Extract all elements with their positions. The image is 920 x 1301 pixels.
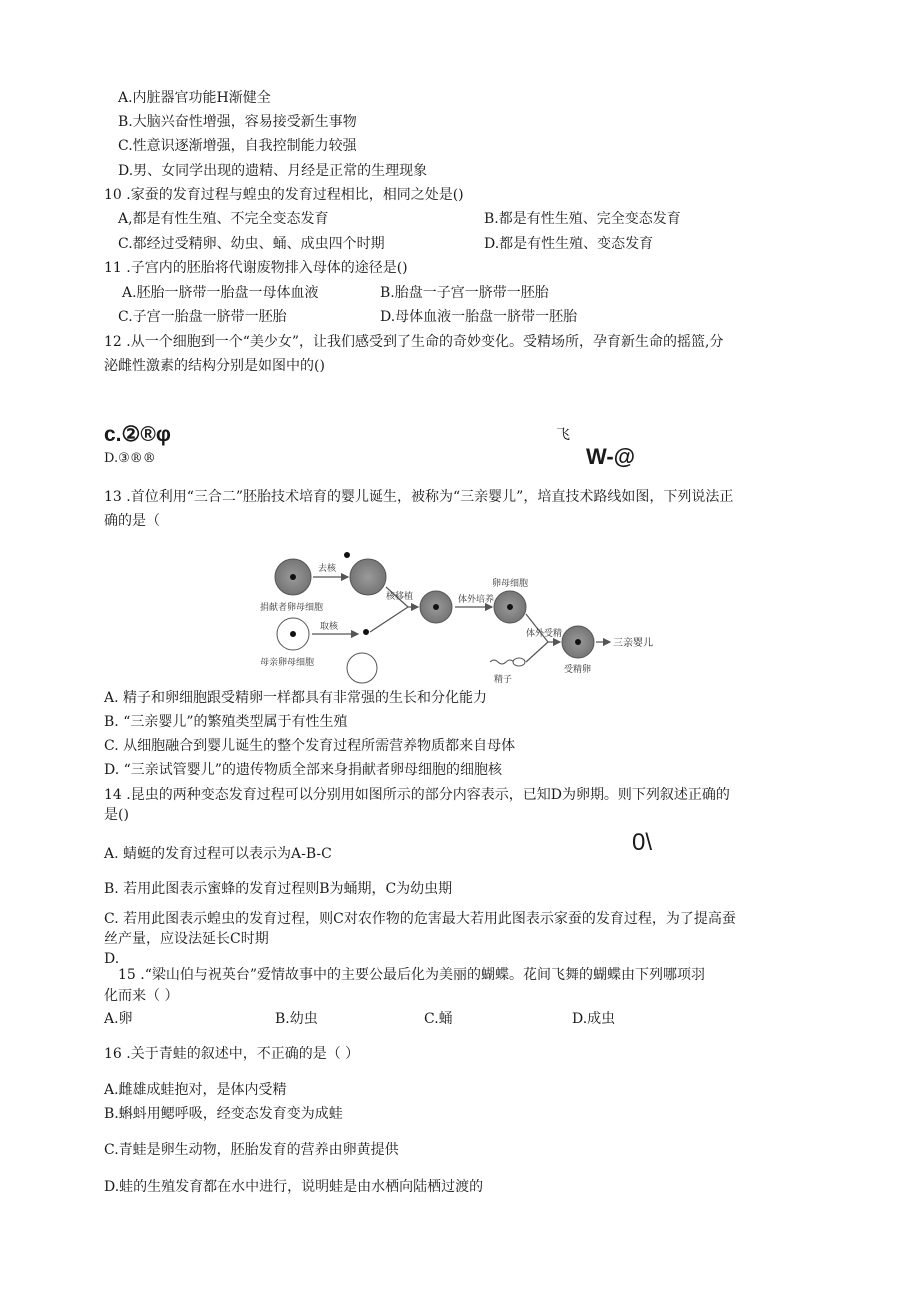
q14-option-c-line2: 丝产量，应设法延长C时期 <box>104 931 269 947</box>
q11-option-b: B.胎盘一子宫一脐带一胚胎 <box>380 285 549 301</box>
donor-egg-nucleus <box>290 574 296 580</box>
q13-option-d: D. “三亲试管婴儿”的遗传物质全部来身捐献者卵母细胞的细胞核 <box>104 762 502 778</box>
q10-option-b: B.都是有性生殖、完全变态发育 <box>484 211 681 227</box>
mother-egg-nucleus <box>290 631 296 637</box>
culture-label: 体外培养 <box>458 595 495 605</box>
q12-figure-mark-2: W-@ <box>586 444 636 469</box>
q12-option-d: D.③®® <box>104 451 156 466</box>
transplant-label: 核移植 <box>386 592 414 602</box>
q13-option-a: A. 精子和卵细胞跟受精卵一样都具有非常强的生长和分化能力 <box>104 690 488 706</box>
sperm-label: 精子 <box>494 675 513 685</box>
q16-option-c: C.青蛙是卵生动物，胚胎发育的营养由卵黄提供 <box>104 1142 399 1158</box>
q13-stem-line1: 13 .首位利用“三合二”胚胎技术培育的婴儿诞生，被称为“三亲婴儿”，培直技术路线如图，下列说法正 <box>104 489 734 505</box>
mother-egg-label: 母亲卵母细胞 <box>260 658 315 668</box>
q13-stem-line2: 确的是（ <box>104 513 160 529</box>
q12-option-c: c.②®φ <box>104 423 171 446</box>
q14-stem-line2: 是() <box>104 807 129 823</box>
oocyte-label: 卵母细胞 <box>492 579 529 589</box>
merge-line-bottom <box>370 607 408 632</box>
reconstructed-egg-nucleus <box>433 604 439 610</box>
ivf-label: 体外受精 <box>526 629 563 639</box>
q14-option-c-line1: C. 若用此图表示蝗虫的发育过程，则C对农作物的危害最大若用此图表示家蚕的发育过程，为了提高蚕 <box>104 911 736 927</box>
taken-nucleus-dot <box>363 629 369 635</box>
q12-stem-line2: 泌雌性激素的结构分别是如图中的() <box>104 358 325 374</box>
q10-stem: 10 .家蚕的发育过程与蝗虫的发育过程相比，相同之处是() <box>104 187 464 203</box>
remaining-mother-cell <box>347 653 377 683</box>
q16-stem: 16 .关于青蛙的叙述中，不正确的是（ ） <box>104 1046 360 1062</box>
q16-option-d: D.蛙的生殖发育都在水中进行，说明蛙是由水栖向陆栖过渡的 <box>104 1179 484 1195</box>
q14-figure-mark: 0\ <box>632 829 653 856</box>
q15-option-c: C.蛹 <box>424 1011 453 1027</box>
ivf-line-sperm <box>526 642 548 662</box>
zygote-nucleus <box>575 639 581 645</box>
q9-option-a: A.内脏器官功能H渐健全 <box>118 90 271 106</box>
q9-option-d: D.男、女同学出现的遗精、月经是正常的生理现象 <box>118 163 428 179</box>
q15-option-a: A.卵 <box>104 1011 133 1027</box>
take-nucleus-label: 取核 <box>320 622 339 632</box>
q13-option-c: C. 从细胞融合到婴儿诞生的整个发育过程所需营养物质都来自母体 <box>104 738 516 754</box>
q15-option-b: B.幼虫 <box>275 1011 318 1027</box>
q11-stem: 11 .子宫内的胚胎将代谢废物排入母体的途径是() <box>104 260 408 276</box>
q10-option-d: D.都是有性生殖、变态发育 <box>484 236 654 252</box>
q14-option-d: D. <box>104 951 120 967</box>
q11-option-a: A.胚胎一脐带一胎盘一母体血液 <box>122 285 319 301</box>
q14-stem-line1: 14 .昆虫的两种变态发育过程可以分别用如图所示的部分内容表示，已知D为卵期。则下列叙述正确的 <box>104 787 730 803</box>
q9-option-c: C.性意识逐渐增强，自我控制能力较强 <box>118 138 357 154</box>
q13-option-b: B. “三亲婴儿”的繁殖类型属于有性生殖 <box>104 714 348 730</box>
zygote-label: 受精卵 <box>564 665 592 675</box>
q15-stem-line1: 15 .“梁山伯与祝英台”爱情故事中的主要公最后化为美丽的蝴蝶。花间飞舞的蝴蝶由下列哪项羽 <box>118 967 706 983</box>
q12-stem-line1: 12 .从一个细胞到一个“美少女”，让我们感受到了生命的奇妙变化。受精场所，孕育新生命的摇篮,分 <box>104 334 724 350</box>
q14-option-b: B. 若用此图表示蜜蜂的发育过程则B为蛹期，C为幼虫期 <box>104 881 453 897</box>
q16-option-a: A.雌雄成蛙抱对，是体内受精 <box>104 1082 287 1098</box>
q16-option-b: B.蝌蚪用鳃呼吸，经变态发育变为成蛙 <box>104 1106 343 1122</box>
three-parent-baby-diagram <box>258 552 678 687</box>
sperm-head <box>513 658 525 666</box>
q11-option-d: D.母体血液一胎盘一脐带一胚胎 <box>380 309 578 325</box>
donor-egg-label: 捐献者卵母细胞 <box>260 603 324 613</box>
q11-option-c: C.子宫一胎盘一脐带一胚胎 <box>118 309 287 325</box>
remove-nucleus-label: 去核 <box>318 564 337 574</box>
q12-figure-mark-1: 飞 <box>556 427 570 443</box>
q15-option-d: D.成虫 <box>572 1011 616 1027</box>
enucleated-donor-egg <box>350 559 386 595</box>
oocyte-nucleus <box>507 604 513 610</box>
removed-nucleus-dot <box>344 552 350 558</box>
q10-option-c: C.都经过受精卵、幼虫、蛹、成虫四个时期 <box>118 236 385 252</box>
q15-stem-line2: 化而来（ ） <box>104 988 179 1004</box>
sperm-tail <box>490 660 514 664</box>
q9-option-b: B.大脑兴奋性增强，容易接受新生事物 <box>118 114 357 130</box>
q14-option-a: A. 蜻蜓的发育过程可以表示为A-B-C <box>104 846 332 862</box>
q10-option-a: A,都是有性生殖、不完全变态发育 <box>118 211 329 227</box>
result-label: 三亲婴儿 <box>613 638 653 649</box>
